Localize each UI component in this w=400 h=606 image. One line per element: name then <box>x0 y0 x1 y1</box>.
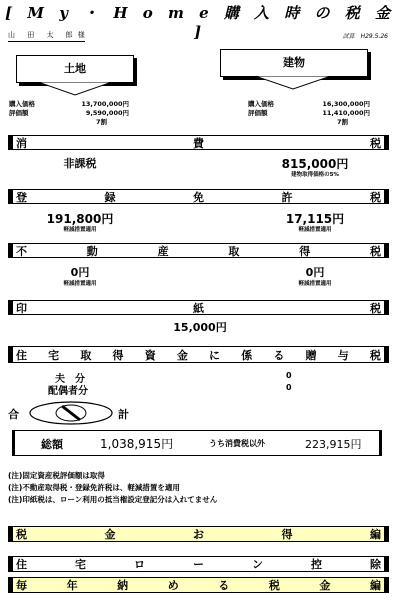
tab-char: る <box>218 579 230 592</box>
total-value: 1,038,915円 <box>100 437 174 451</box>
tab-char: ロ <box>134 558 145 571</box>
consumption-tax-building-note: 建物取得価格の5% <box>291 172 339 178</box>
acquisition-tax-land-note: 軽減措置適用 <box>63 281 97 287</box>
tab-char: 宅 <box>75 558 86 571</box>
building-label: 建物 <box>283 56 305 69</box>
customer-name-suffix: 様 <box>77 31 85 39</box>
tab-housing-loan-deduction[interactable] <box>8 556 389 572</box>
heading-char: 贈 <box>305 348 317 362</box>
heading-char: 税 <box>369 348 381 362</box>
tab-char: 控 <box>311 558 322 571</box>
building-eval-value: 11,410,000円 <box>322 109 370 117</box>
stamp-tax-header <box>8 300 389 315</box>
tab-char: 編 <box>369 579 381 592</box>
customer-name <box>8 30 85 42</box>
land-box <box>16 55 134 83</box>
tab-char: ー <box>193 558 204 571</box>
gift-spouse-label: 配偶者分 <box>48 386 88 397</box>
registration-tax-building-note: 軽減措置適用 <box>298 227 332 233</box>
consumption-tax-building-value: 815,000円 <box>281 157 349 171</box>
consumption-tax-land: 非課税 <box>63 157 97 170</box>
building-box <box>220 49 368 77</box>
tab-char: 税 <box>16 528 27 541</box>
land-details <box>9 100 129 127</box>
registration-tax-land-value: 191,800円 <box>46 212 114 226</box>
heading-char: 税 <box>370 301 381 315</box>
heading-char: 免 <box>193 190 204 204</box>
note-2: (注)不動産取得税・登録免許税は、軽減措置を適用 <box>8 483 180 492</box>
total-excl-value: 223,915円 <box>305 438 362 451</box>
tab-annual-taxes[interactable] <box>8 577 389 593</box>
heading-char: 宅 <box>48 348 60 362</box>
heading-char: 住 <box>16 348 27 362</box>
tab-char: 得 <box>281 528 293 541</box>
stamp-tax-value: 15,000円 <box>173 321 227 334</box>
land-eval-label: 評価額 <box>9 109 29 117</box>
heading-char: 不 <box>16 244 27 258</box>
building-ratio: 7割 <box>336 118 348 126</box>
registration-tax-land-note: 軽減措置適用 <box>63 227 97 233</box>
heading-char: 登 <box>16 190 27 204</box>
gift-tax-header <box>8 346 389 363</box>
tab-char: 納 <box>117 579 129 592</box>
tab-char: 税 <box>268 579 280 592</box>
note-3: (注)印紙税は、ローン利用の抵当権設定登記分は入れてません <box>8 495 218 504</box>
heading-char: 動 <box>86 244 98 258</box>
consumption-tax-header <box>8 135 389 150</box>
heading-char: 取 <box>228 244 240 258</box>
heading-char: 得 <box>112 348 124 362</box>
tab-char: 編 <box>370 528 381 541</box>
acquisition-tax-building-note: 軽減措置適用 <box>298 281 332 287</box>
heading-char: 税 <box>370 190 381 204</box>
land-label: 土地 <box>64 62 86 75</box>
heading-char: 資 <box>144 348 156 362</box>
heading-char: 紙 <box>193 301 204 315</box>
heading-char: 費 <box>193 136 204 150</box>
registration-tax-header <box>8 189 389 204</box>
gift-husband-label: 夫 分 <box>55 374 85 385</box>
heading-char: 録 <box>104 190 116 204</box>
heading-char: 産 <box>157 244 169 258</box>
total-label: 総額 <box>41 438 63 451</box>
building-details <box>248 100 370 127</box>
acquisition-tax-header <box>8 243 389 258</box>
heading-char: 消 <box>16 136 27 150</box>
note-1: (注)固定資産税評価額は取得 <box>8 471 105 480</box>
heading-char: 税 <box>369 244 381 258</box>
gift-husband-value: 0 <box>286 371 292 380</box>
heading-char: 印 <box>16 301 27 315</box>
acquisition-tax-building-value: 0円 <box>305 266 325 279</box>
building-price-label: 購入価格 <box>248 100 274 108</box>
heading-char: 係 <box>241 348 253 362</box>
total-box <box>12 430 382 456</box>
heading-char: 与 <box>337 348 349 362</box>
total-suffix: 計 <box>118 408 129 421</box>
total-ellipse-icon <box>28 400 114 426</box>
tab-char: 年 <box>66 579 78 592</box>
heading-char: 許 <box>281 190 293 204</box>
tab-tax-savings[interactable] <box>8 526 389 542</box>
land-ratio: 7割 <box>95 118 107 126</box>
heading-char: に <box>209 348 221 362</box>
tab-char: 住 <box>16 558 27 571</box>
total-excl-label: うち消費税以外 <box>209 439 265 448</box>
estimate-date: 試算 H29.5.26 <box>342 33 388 40</box>
tab-char: め <box>167 579 179 592</box>
gift-spouse-value: 0 <box>286 383 292 392</box>
tab-char: お <box>193 528 204 541</box>
heading-char: 税 <box>370 136 381 150</box>
heading-char: 金 <box>176 348 188 362</box>
customer-name-text: 山 田 太 郎 <box>8 31 78 39</box>
acquisition-tax-land-value: 0円 <box>70 266 90 279</box>
land-price-value: 13,700,000円 <box>81 100 129 108</box>
tab-char: 除 <box>370 558 381 571</box>
total-prefix: 合 <box>8 408 19 421</box>
land-price-label: 購入価格 <box>9 100 35 108</box>
tab-char: 金 <box>104 528 116 541</box>
building-arrow-icon <box>255 76 331 90</box>
building-price-value: 16,300,000円 <box>322 100 370 108</box>
tab-char: 毎 <box>16 579 27 592</box>
tab-char: 金 <box>319 579 331 592</box>
land-arrow-icon <box>38 82 112 96</box>
page-title: [ M y ・ H o m e 購 入 時 の 税 金 ] <box>5 4 395 41</box>
heading-char: 取 <box>80 348 92 362</box>
heading-char: 得 <box>299 244 311 258</box>
registration-tax-building-value: 17,115円 <box>285 212 345 226</box>
heading-char: る <box>273 348 285 362</box>
building-eval-label: 評価額 <box>248 109 268 117</box>
tab-char: ン <box>252 558 263 571</box>
land-eval-value: 9,590,000円 <box>85 109 129 117</box>
